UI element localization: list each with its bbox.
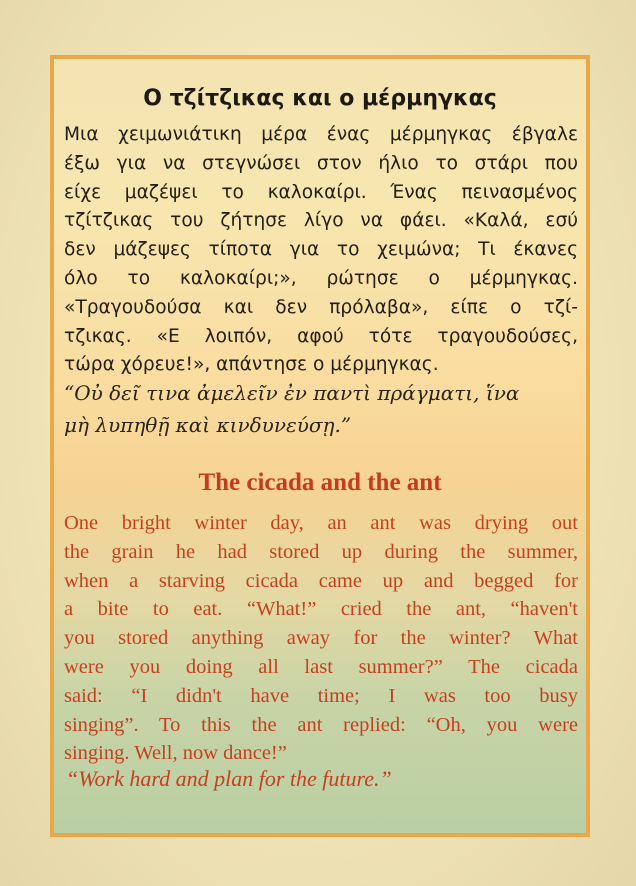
greek-line: δεν μάζεψες τίποτα για το χειμώνα; Τι έκανες [64,239,578,261]
english-quote: “Work hard and plan for the future.” [66,766,392,791]
english-paragraph [64,509,578,768]
greek-line: Μια χειμωνιάτικη μέρα ένας μέρμηγκας έβγαλε [64,124,578,145]
greek-line: τώρα χόρευε!», απάντησε ο μέρμηγκας. [64,354,439,376]
ancient-greek-quote-line: “Οὐ δεῖ τινα ἀμελεῖν ἐν παντὶ πράγματι, ἵνα [64,381,520,405]
greek-line: όλο το καλοκαίρι;», ρώτησε ο μέρμηγκας. [64,267,578,289]
english-line: were you doing all last summer?” The cicada [64,655,578,678]
english-line: you stored anything away for the winter? What [64,627,578,650]
english-line: said: “I didn't have time; I was too busy [64,684,578,707]
greek-line: «Τραγουδούσα και δεν πρόλαβα», είπε ο τζί- [64,296,578,318]
ancient-greek-quote-line: μὴ λυπηθῇ καὶ κινδυνεύσῃ.” [64,413,352,437]
ancient-greek-quote [64,377,576,441]
english-line: a bite to eat. “What!” cried the ant, “haven't [64,598,578,621]
fable-frame [50,55,590,837]
greek-title: Ο τζίτζικας και ο μέρμηγκας [143,86,497,111]
english-title: The cicada and the ant [198,469,442,496]
greek-paragraph [64,121,578,380]
greek-line: είχε μαζέψει το καλοκαίρι. Ένας πεινασμένος [64,181,578,203]
english-line: the grain he had stored up during the summer, [64,540,578,563]
english-line: when a starving cicada came up and begged for [64,569,578,592]
greek-line: έξω για να στεγνώσει στον ήλιο το στάρι που [64,152,578,174]
english-line: singing. Well, now dance!” [64,742,287,765]
greek-line: τζίτζικας του ζήτησε λίγο να φάει. «Καλά, εσύ [64,210,578,232]
english-line: One bright winter day, an ant was drying out [64,512,578,534]
greek-line: τζικας. «Ε λοιπόν, αφού τότε τραγουδούσες, [64,325,578,347]
english-line: singing”. To this the ant replied: “Oh, you were [64,713,578,736]
